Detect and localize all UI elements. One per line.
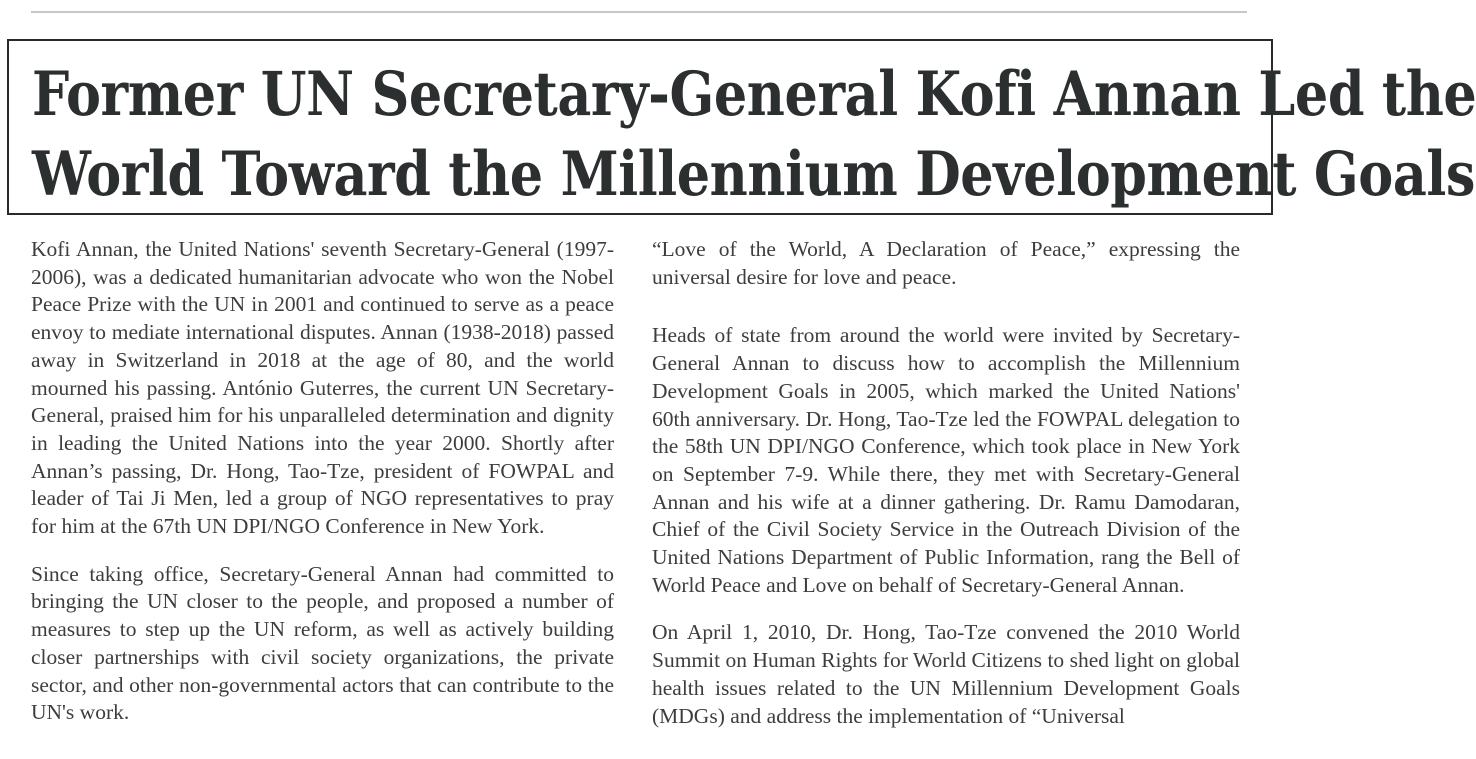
left-paragraph-2: Since taking office, Secretary-General Annan had committed to bringing the UN closer to the people, and proposed a number of measures to step up the UN reform, as well as actively building closer partnerships with civil society organizations, the private sector, and other non-governmental actors that can contribute to the UN's work. (31, 561, 614, 725)
right-paragraph-1: “Love of the World, A Declaration of Peace,” expressing the universal desire for love and peace. (652, 237, 1240, 289)
right-column (652, 236, 1240, 750)
headline-box (7, 39, 1476, 215)
right-paragraph-3: On April 1, 2010, Dr. Hong, Tao-Tze convened the 2010 World Summit on Human Rights for World Citizens to shed light on global health issues related to the UN Millennium Development Goals (MDGs) and address the implementation of “Universal (652, 620, 1240, 728)
right-paragraph-2: Heads of state from around the world were invited by Secretary-General Annan to discuss how to accomplish the Millennium Development Goals in 2005, which marked the United Nations' 60th anniversary. Dr. Hong, Tao-Tze led the FOWPAL delegation to the 58th UN DPI/NGO Conference, which took place in New York on September 7-9. While there, they met with Secretary-General Annan and his wife at a dinner gathering. Dr. Ramu Damodaran, Chief of the Civil Society Service in the Outreach Division of the United Nations Department of Public Information, rang the Bell of World Peace and Love on behalf of Secretary-General Annan. (652, 323, 1240, 597)
headline-line-1: Former UN Secretary-General Kofi Annan Led the (32, 59, 1476, 130)
article-headline (32, 55, 1476, 215)
top-divider (31, 11, 1247, 13)
left-paragraph-1: Kofi Annan, the United Nations' seventh Secretary-General (1997-2006), was a dedicated humanitarian advocate who won the Nobel Peace Prize with the UN in 2001 and continued to serve as a peace envoy to mediate international disputes. Annan (1938-2018) passed away in Switzerland in 2018 at the age of 80, and the world mourned his passing. António Guterres, the current UN Secretary-General, praised him for his unparalleled determination and dignity in leading the United Nations into the year 2000. Shortly after Annan’s passing, Dr. Hong, Tao-Tze, president of FOWPAL and leader of Tai Ji Men, led a group of NGO representatives to pray for him at the 67th UN DPI/NGO Conference in New York. (31, 237, 614, 539)
headline-line-2: World Toward the Millennium Development Goals (32, 139, 1475, 210)
left-column (31, 236, 614, 747)
